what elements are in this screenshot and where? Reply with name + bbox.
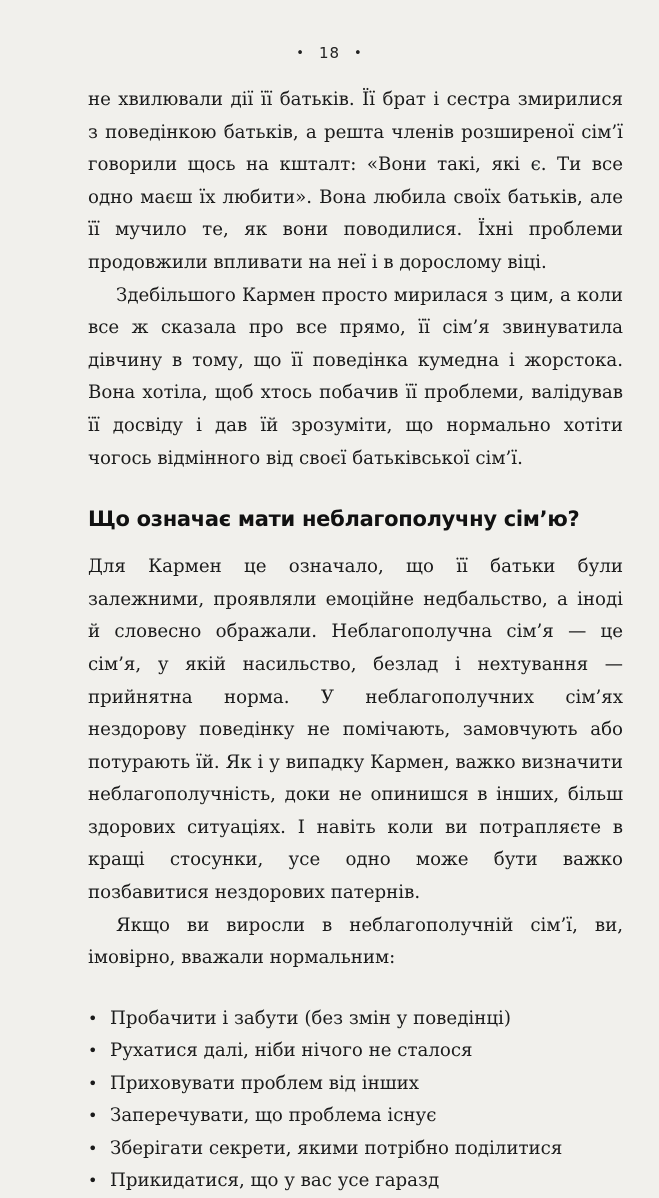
bullet-marker: • [88,1106,98,1126]
list-item [88,1165,623,1198]
paragraph-1: не хвилювали дії її батьків. Її брат і сестра змирилися з поведінкою батьків, а решта членів розширеної сім’ї говорили щось на кшталт: «Вони такі, які є. Ти все одно маєш їх любити». Вона любила своїх батьків, але її мучило те, як вони поводилися. Їхні проблеми продовжили впливати на неї і в дорослому віці. [88,89,623,273]
running-header [0,44,659,62]
list-item [88,1068,623,1101]
paragraph-4: Якщо ви виросли в неблагополучній сім’ї, ви, імовірно, вважали нормальним: [88,914,623,969]
bullet-list [88,1003,623,1198]
list-item [88,1003,623,1036]
list-item-text: Заперечувати, що проблема існує [110,1105,437,1127]
list-item-text: Прикидатися, що у вас усе гаразд [110,1170,440,1192]
list-item [88,1035,623,1068]
paragraph-3: Для Кармен це означало, що її батьки були залежними, проявляли емоційне недбальство, а іноді й словесно ображали. Неблагополучна сім’я — це сім’я, у якій насильство, безлад і нехтування — прийнятна норма. У неблагополучних сім’ях нездорову поведінку не помічають, замовчують або потурають їй. Як і у випадку Кармен, важко визначити неблагополучність, доки не опинишся в інших, більш здорових ситуаціях. І навіть коли ви потрапляєте в кращі стосунки, усе одно може бути важко позбавитися нездорових патернів. [88,556,623,904]
body-text [88,84,623,1198]
bullet-marker: • [88,1008,98,1028]
list-item-text: Приховувати проблем від інших [110,1072,419,1094]
section-heading: Що означає мати неблагополучну сім’ю? [88,507,580,532]
bullet-marker: • [88,1073,98,1093]
page-number: 18 [318,44,341,62]
list-item [88,1133,623,1166]
header-left-dot: • [296,46,305,61]
bullet-marker: • [88,1138,98,1158]
list-item-text: Пробачити і забути (без змін у поведінці) [110,1007,511,1029]
bullet-marker: • [88,1041,98,1061]
list-item-text: Зберігати секрети, якими потрібно поділитися [110,1137,563,1159]
list-item-text: Рухатися далі, ніби нічого не сталося [110,1040,473,1062]
paragraph-2: Здебільшого Кармен просто мирилася з цим, а коли все ж сказала про все прямо, її сім’я звинуватила дівчину в тому, що її поведінка кумедна і жорстока. Вона хотіла, щоб хтось побачив її проблеми, валідував її досвіду і дав їй зрозуміти, що нормально хотіти чогось відмінного від своєї батьківської сім’ї. [88,284,623,469]
list-item [88,1100,623,1133]
header-right-dot: • [354,46,363,61]
bullet-marker: • [88,1171,98,1191]
